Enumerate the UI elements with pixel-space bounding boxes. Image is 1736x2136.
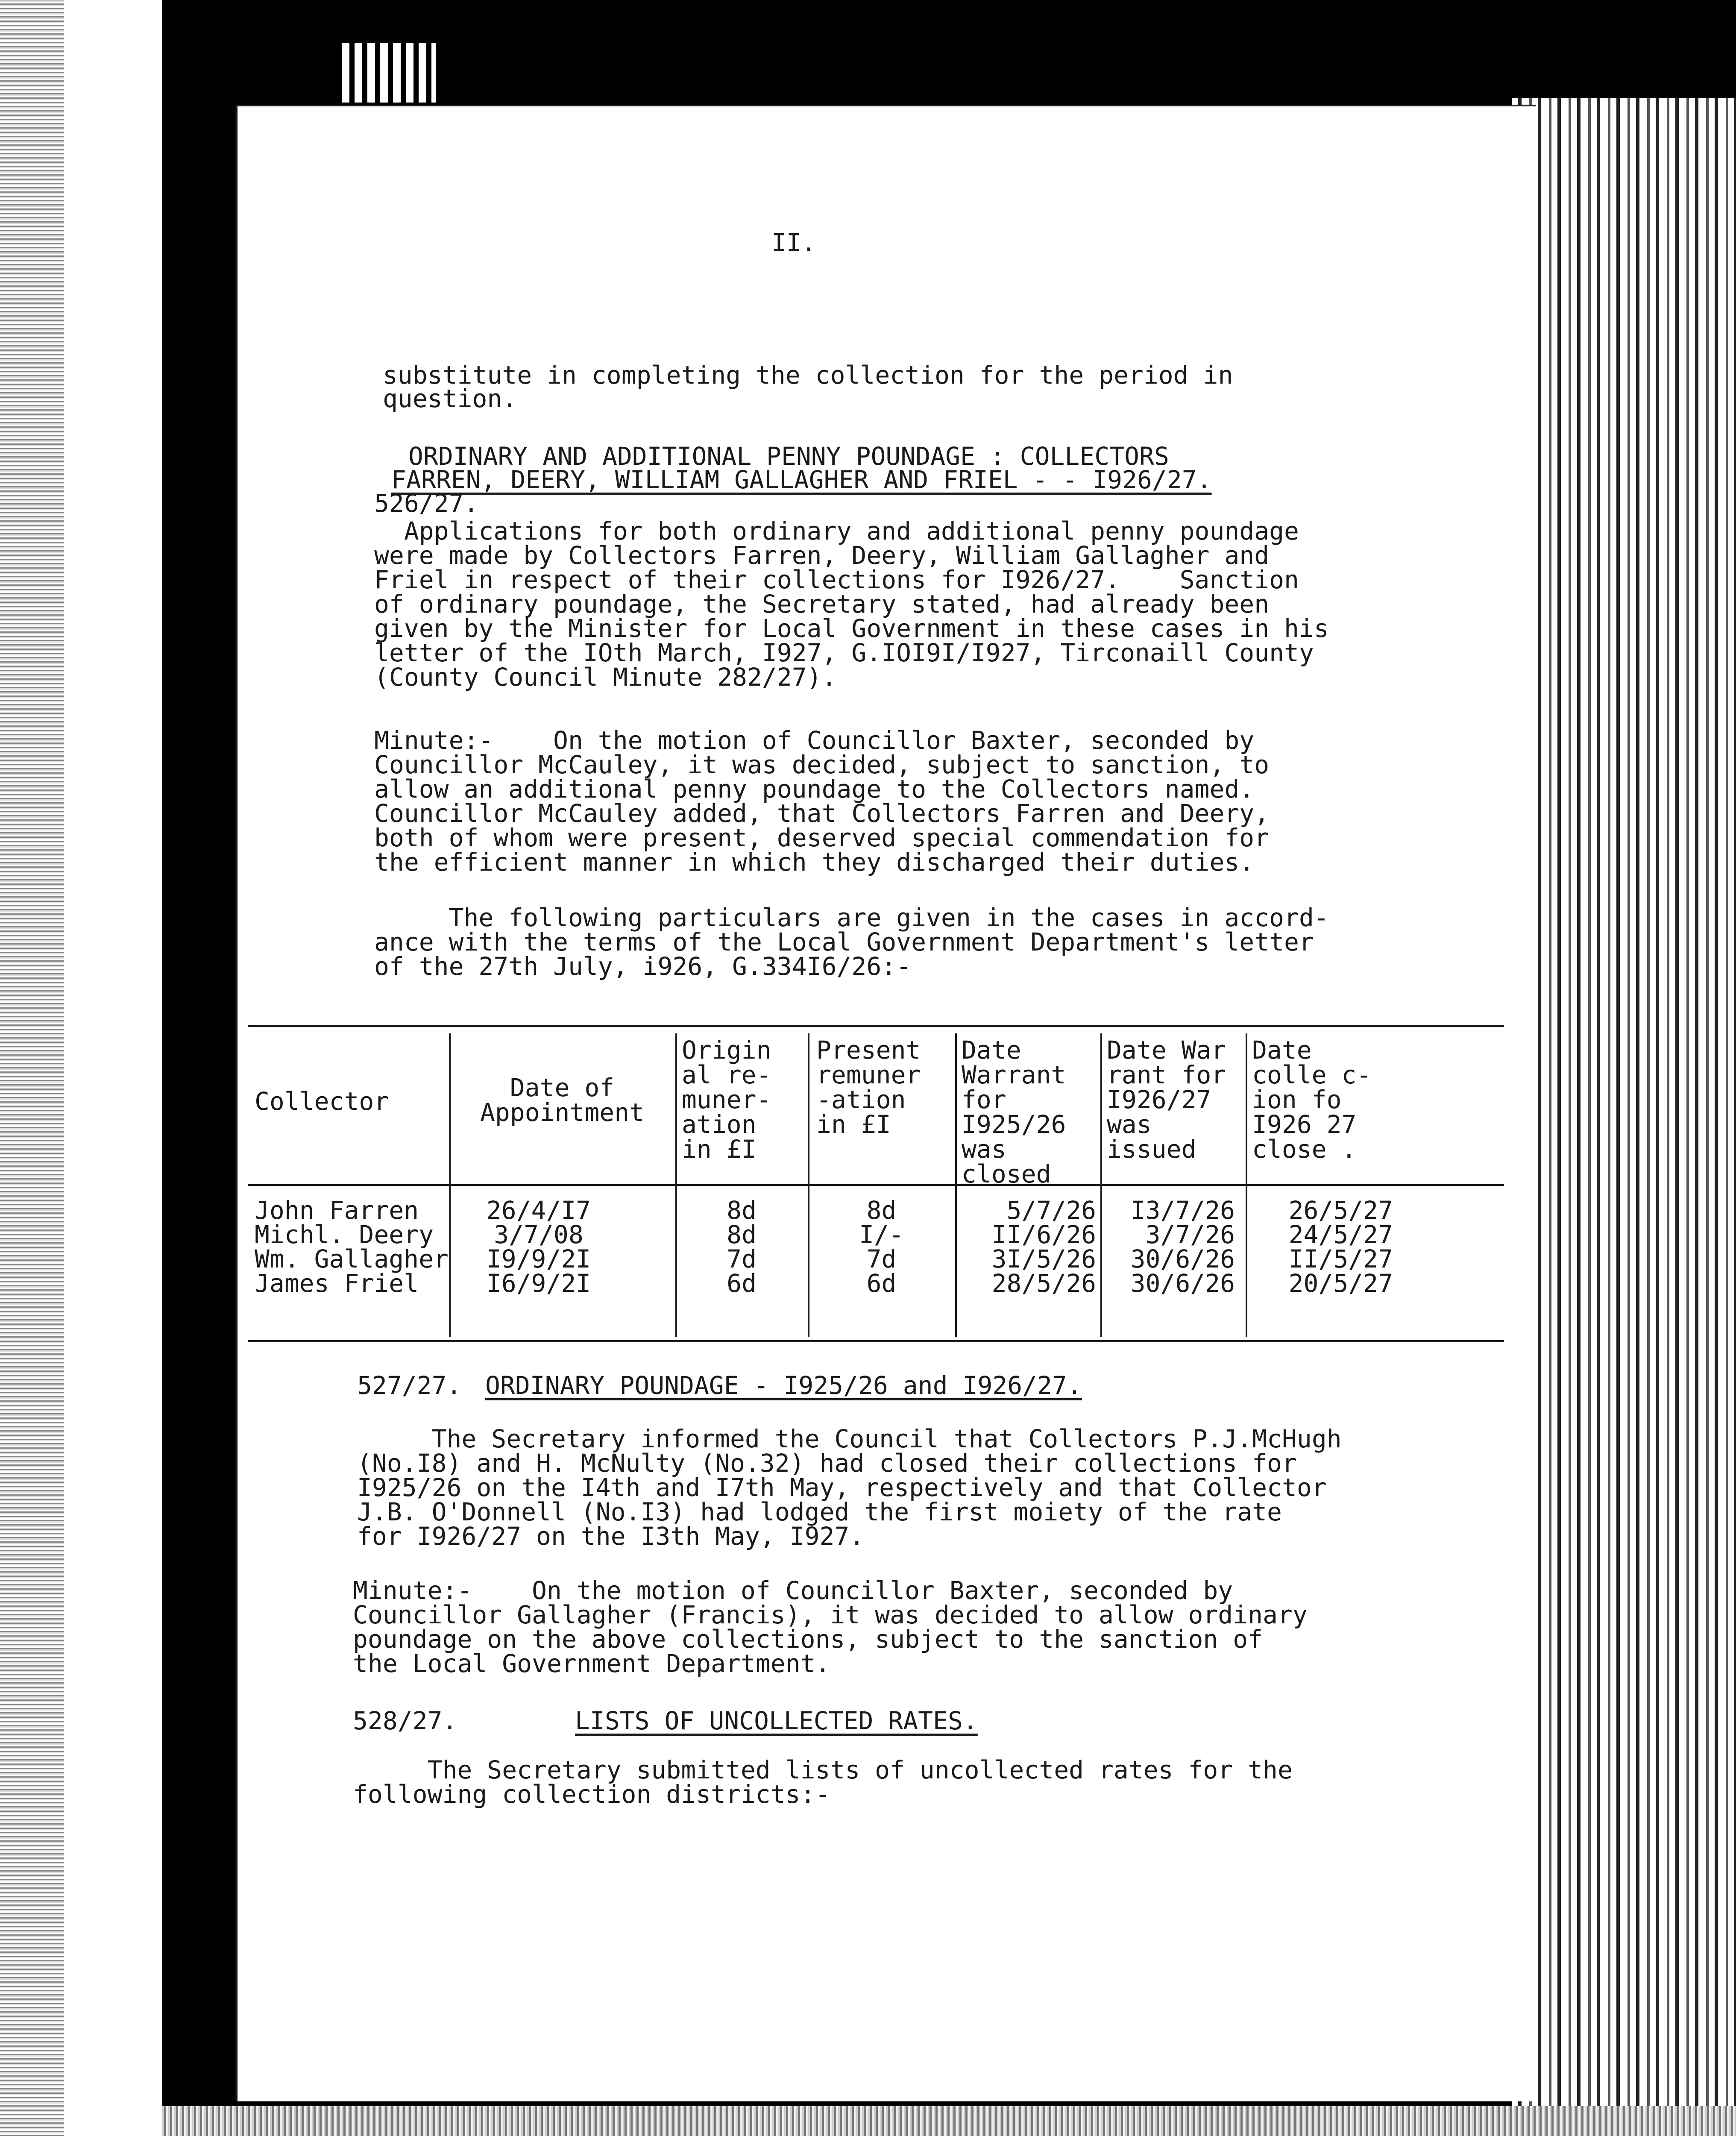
- scan-left-strip: [64, 0, 162, 2136]
- opening-line-2: question.: [383, 384, 517, 413]
- section-527-minute-4: the Local Government Department.: [353, 1649, 830, 1678]
- section-528-number: 528/27.: [353, 1706, 457, 1735]
- section-526-minute-2: Councillor McCauley, it was decided, subject to sanction, to: [374, 750, 1270, 779]
- cell-present-remuneration: 6d: [866, 1269, 897, 1298]
- table-header-warrant-issued: Date War rant for I926/27 was issued: [1107, 1036, 1226, 1164]
- table-bottom-rule: [248, 1340, 1504, 1342]
- table-col-divider: [955, 1033, 957, 1337]
- section-526-body-1: Applications for both ordinary and additional penny poundage: [374, 516, 1299, 546]
- section-527-minute-1: Minute:- On the motion of Councillor Baxter, seconded by: [353, 1576, 1233, 1605]
- section-526-minute-5: both of whom were present, deserved special commendation for: [374, 823, 1270, 852]
- particulars-line-2: ance with the terms of the Local Government Department's letter: [374, 927, 1314, 957]
- section-527-body-2: (No.I8) and H. McNulty (No.32) had closed their collections for: [357, 1449, 1297, 1478]
- section-526-body-3: Friel in respect of their collections for I926/27. Sanction: [374, 565, 1299, 594]
- opening-line-1: substitute in completing the collection for the period in: [383, 361, 1233, 390]
- cell-present-remuneration: 7d: [866, 1244, 897, 1273]
- cell-original-remuneration: 8d: [727, 1196, 757, 1225]
- section-527-number: 527/27.: [357, 1371, 462, 1400]
- cell-collector: John Farren: [255, 1196, 419, 1225]
- cell-warrant-closed: 3I/5/26: [991, 1244, 1096, 1273]
- section-527-minute-3: poundage on the above collections, subject to the sanction of: [353, 1625, 1263, 1654]
- cell-collection-closed: 24/5/27: [1288, 1220, 1393, 1249]
- table-header-warrant-closed: Date Warrant for I925/26 was closed: [962, 1036, 1066, 1188]
- section-527-minute-2: Councillor Gallagher (Francis), it was decided to allow ordinary: [353, 1600, 1308, 1629]
- section-528-heading: LISTS OF UNCOLLECTED RATES.: [575, 1706, 978, 1735]
- section-526-body-2: were made by Collectors Farren, Deery, William Gallagher and: [374, 541, 1270, 570]
- cell-original-remuneration: 8d: [727, 1220, 757, 1249]
- scan-left-edge: [0, 0, 64, 2136]
- table-header-collector: Collector: [255, 1087, 389, 1116]
- page-stack-edges: [1512, 98, 1736, 2106]
- section-527-body-5: for I926/27 on the I3th May, I927.: [357, 1522, 865, 1551]
- section-526-body-5: given by the Minister for Local Government in these cases in his: [374, 614, 1329, 643]
- cell-original-remuneration: 6d: [727, 1269, 757, 1298]
- binding-marks: [342, 43, 436, 103]
- cell-collector: Michl. Deery: [255, 1220, 434, 1249]
- section-526-heading-line-2: FARREN, DEERY, WILLIAM GALLAGHER AND FRIEL - - I926/27.: [391, 465, 1212, 494]
- table-header-appointment: Date of Appointment: [480, 1073, 645, 1127]
- section-526-body-6: letter of the IOth March, I927, G.IOI9I/I927, Tirconaill County: [374, 638, 1314, 667]
- table-header-original-remuneration: Origin al re- muner- ation in £I: [682, 1036, 771, 1164]
- cell-collection-closed: II/5/27: [1288, 1244, 1393, 1273]
- cell-warrant-issued: 30/6/26: [1130, 1244, 1235, 1273]
- cell-warrant-issued: 30/6/26: [1130, 1269, 1235, 1298]
- section-526-body-4: of ordinary poundage, the Secretary stated, had already been: [374, 590, 1270, 619]
- cell-present-remuneration: I/-: [859, 1220, 904, 1249]
- section-526-number: 526/27.: [374, 489, 479, 518]
- section-526-heading-line-1: ORDINARY AND ADDITIONAL PENNY POUNDAGE : COLLECTORS: [408, 442, 1169, 471]
- table-col-divider: [675, 1033, 677, 1337]
- particulars-table: [248, 1025, 1504, 1367]
- table-col-divider: [1246, 1033, 1247, 1337]
- section-527-heading: ORDINARY POUNDAGE - I925/26 and I926/27.: [485, 1371, 1082, 1400]
- table-header-collection-closed: Date colle c- ion fo I926 27 close .: [1252, 1036, 1372, 1164]
- particulars-line-1: The following particulars are given in the cases in accord-: [374, 903, 1329, 932]
- document-page: [235, 105, 1536, 2101]
- section-526-minute-4: Councillor McCauley added, that Collectors Farren and Deery,: [374, 799, 1270, 828]
- table-col-divider: [449, 1033, 451, 1337]
- cell-warrant-closed: 5/7/26: [1006, 1196, 1096, 1225]
- cell-collection-closed: 20/5/27: [1288, 1269, 1393, 1298]
- page-number: II.: [771, 228, 816, 257]
- section-526-minute-6: the efficient manner in which they discharged their duties.: [374, 848, 1255, 877]
- cell-warrant-closed: II/6/26: [991, 1220, 1096, 1249]
- cell-appointment: I9/9/2I: [486, 1244, 591, 1273]
- cell-warrant-issued: 3/7/26: [1145, 1220, 1235, 1249]
- cell-original-remuneration: 7d: [727, 1244, 757, 1273]
- table-col-divider: [1100, 1033, 1102, 1337]
- cell-appointment: 3/7/08: [494, 1220, 584, 1249]
- table-header-present-remuneration: Present remuner -ation in £I: [816, 1036, 921, 1139]
- table-col-divider: [808, 1033, 809, 1337]
- section-528-body-2: following collection districts:-: [353, 1780, 830, 1809]
- section-526-body-7: (County Council Minute 282/27).: [374, 663, 837, 692]
- table-header-rule: [248, 1184, 1504, 1186]
- cell-collector: Wm. Gallagher: [255, 1244, 449, 1273]
- cell-warrant-closed: 28/5/26: [991, 1269, 1096, 1298]
- cell-appointment: I6/9/2I: [486, 1269, 591, 1298]
- table-top-rule: [248, 1025, 1504, 1027]
- section-526-minute-1: Minute:- On the motion of Councillor Baxter, seconded by: [374, 726, 1255, 755]
- section-527-body-3: I925/26 on the I4th and I7th May, respectively and that Collector: [357, 1473, 1327, 1502]
- cell-collector: James Friel: [255, 1269, 419, 1298]
- cell-appointment: 26/4/I7: [486, 1196, 591, 1225]
- cell-warrant-issued: I3/7/26: [1130, 1196, 1235, 1225]
- particulars-line-3: of the 27th July, i926, G.334I6/26:-: [374, 952, 912, 981]
- section-528-body-1: The Secretary submitted lists of uncollected rates for the: [353, 1755, 1293, 1784]
- cell-collection-closed: 26/5/27: [1288, 1196, 1393, 1225]
- section-527-body-4: J.B. O'Donnell (No.I3) had lodged the first moiety of the rate: [357, 1497, 1282, 1526]
- scan-bottom-edge: [162, 2106, 1736, 2136]
- cell-present-remuneration: 8d: [866, 1196, 897, 1225]
- section-527-body-1: The Secretary informed the Council that Collectors P.J.McHugh: [357, 1424, 1342, 1453]
- section-526-minute-3: allow an additional penny poundage to the Collectors named.: [374, 775, 1255, 804]
